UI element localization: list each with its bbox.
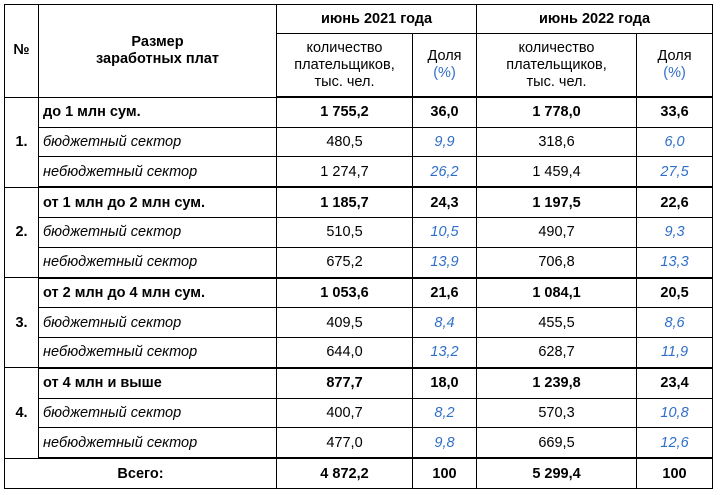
row-index: 3. [5, 278, 39, 368]
share-2022: 22,6 [637, 187, 713, 217]
sector-label: небюджетный сектор [39, 247, 277, 277]
table-row [5, 428, 713, 458]
share-2022: 10,8 [637, 398, 713, 428]
total-label: Всего: [5, 458, 277, 489]
sector-label: небюджетный сектор [39, 337, 277, 367]
count-2021: 480,5 [277, 127, 413, 157]
sector-label: небюджетный сектор [39, 157, 277, 187]
total-share-2022: 100 [637, 458, 713, 489]
share-2021: 26,2 [413, 157, 477, 187]
share-2021: 13,9 [413, 247, 477, 277]
count-2021: 1 755,2 [277, 97, 413, 127]
count-2021: 1 185,7 [277, 187, 413, 217]
count-2021: 877,7 [277, 368, 413, 398]
column-header-count-2022: количество плательщиков, тыс. чел. [477, 34, 637, 98]
share-2021: 24,3 [413, 187, 477, 217]
share-unit: (%) [663, 65, 686, 81]
count-2022: 1 084,1 [477, 278, 637, 308]
count-2021: 510,5 [277, 218, 413, 248]
table-row [5, 398, 713, 428]
count-2022: 318,6 [477, 127, 637, 157]
total-row [5, 458, 713, 489]
column-header-period-2022: июнь 2022 года [477, 5, 713, 34]
table-row [5, 308, 713, 338]
share-label: Доля [657, 48, 692, 64]
share-2021: 21,6 [413, 278, 477, 308]
table-row [5, 247, 713, 277]
count-2022: 490,7 [477, 218, 637, 248]
table-header [5, 5, 713, 98]
share-2022: 33,6 [637, 97, 713, 127]
share-2021: 18,0 [413, 368, 477, 398]
count-2022: 570,3 [477, 398, 637, 428]
count-2021: 400,7 [277, 398, 413, 428]
count-2022: 1 778,0 [477, 97, 637, 127]
share-2022: 27,5 [637, 157, 713, 187]
table-row [5, 157, 713, 187]
share-2021: 36,0 [413, 97, 477, 127]
sector-label: бюджетный сектор [39, 218, 277, 248]
count-2022: 706,8 [477, 247, 637, 277]
table-row [5, 127, 713, 157]
group-label: от 1 млн до 2 млн сум. [39, 187, 277, 217]
share-2022: 11,9 [637, 337, 713, 367]
row-index: 2. [5, 187, 39, 277]
count-2021: 477,0 [277, 428, 413, 458]
share-2021: 8,4 [413, 308, 477, 338]
count-2021: 675,2 [277, 247, 413, 277]
column-header-count-2021: количество плательщиков, тыс. чел. [277, 34, 413, 98]
count-2022: 1 239,8 [477, 368, 637, 398]
salary-table [4, 4, 713, 489]
total-share-2021: 100 [413, 458, 477, 489]
column-header-share-2021 [413, 34, 477, 98]
table-row [5, 218, 713, 248]
count-2022: 1 197,5 [477, 187, 637, 217]
share-2021: 13,2 [413, 337, 477, 367]
share-2022: 8,6 [637, 308, 713, 338]
share-2022: 6,0 [637, 127, 713, 157]
total-count-2022: 5 299,4 [477, 458, 637, 489]
count-2021: 1 053,6 [277, 278, 413, 308]
sector-label: бюджетный сектор [39, 398, 277, 428]
table-body [5, 97, 713, 489]
count-2022: 628,7 [477, 337, 637, 367]
column-header-period-2021: июнь 2021 года [277, 5, 477, 34]
share-2022: 12,6 [637, 428, 713, 458]
table-row [5, 337, 713, 367]
share-2021: 9,9 [413, 127, 477, 157]
count-2022: 455,5 [477, 308, 637, 338]
count-2021: 409,5 [277, 308, 413, 338]
count-2021: 644,0 [277, 337, 413, 367]
share-2022: 9,3 [637, 218, 713, 248]
share-2021: 9,8 [413, 428, 477, 458]
sector-label: небюджетный сектор [39, 428, 277, 458]
table-row [5, 97, 713, 127]
share-2021: 10,5 [413, 218, 477, 248]
sector-label: бюджетный сектор [39, 308, 277, 338]
group-label: от 2 млн до 4 млн сум. [39, 278, 277, 308]
share-unit: (%) [433, 65, 456, 81]
row-index: 4. [5, 368, 39, 458]
row-index: 1. [5, 97, 39, 187]
count-2022: 669,5 [477, 428, 637, 458]
share-2022: 13,3 [637, 247, 713, 277]
table-row [5, 278, 713, 308]
total-count-2021: 4 872,2 [277, 458, 413, 489]
count-2022: 1 459,4 [477, 157, 637, 187]
sector-label: бюджетный сектор [39, 127, 277, 157]
count-2021: 1 274,7 [277, 157, 413, 187]
share-2021: 8,2 [413, 398, 477, 428]
column-header-salary-size: Размер заработных плат [39, 5, 277, 98]
table-row [5, 187, 713, 217]
group-label: от 4 млн и выше [39, 368, 277, 398]
column-header-number: № [5, 5, 39, 98]
share-2022: 20,5 [637, 278, 713, 308]
table-row [5, 368, 713, 398]
group-label: до 1 млн сум. [39, 97, 277, 127]
column-header-share-2022 [637, 34, 713, 98]
share-label: Доля [427, 48, 462, 64]
share-2022: 23,4 [637, 368, 713, 398]
